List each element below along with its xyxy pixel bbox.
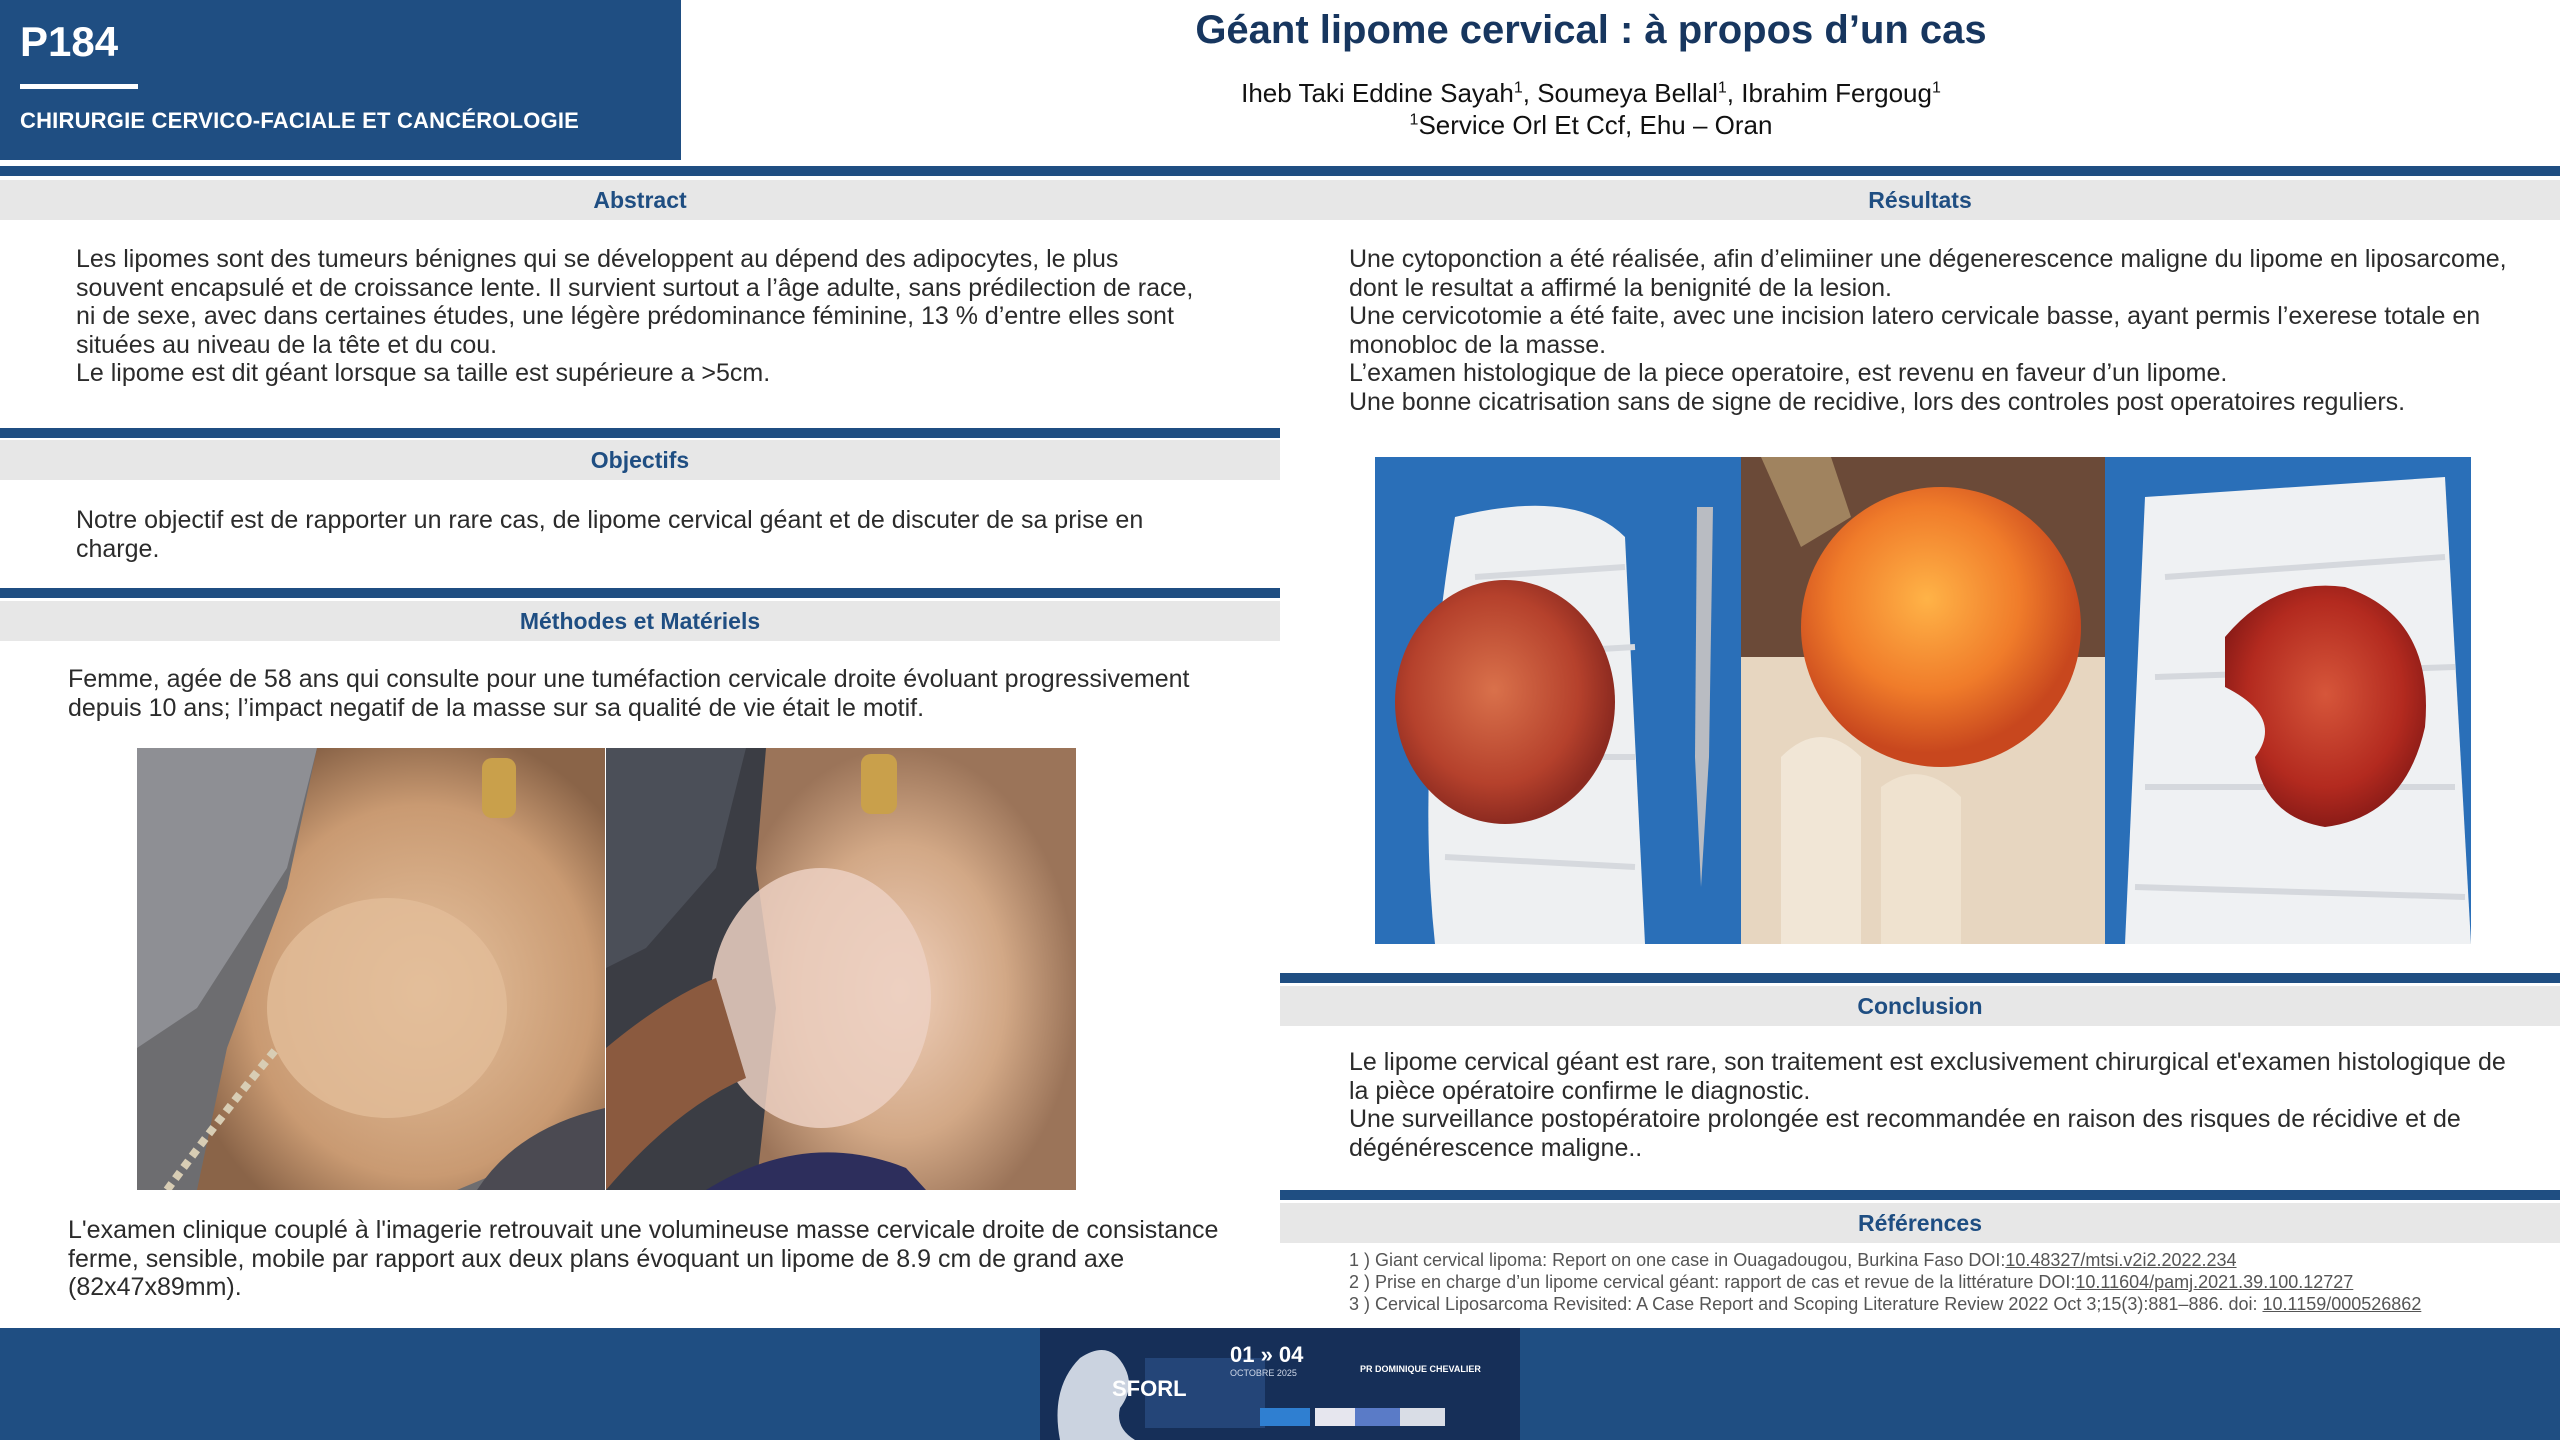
section-title-conclusion: Conclusion [1280, 986, 2560, 1026]
reference-item: 2 ) Prise en charge d’un lipome cervical géant: rapport de cas et revue de la littérature DOI:10.11604/pamj.2021.39.100.12727 [1349, 1272, 2354, 1292]
author-name: Ibrahim Fergoug [1741, 78, 1932, 108]
conclusion-text: Le lipome cervical géant est rare, son traitement est exclusivement chirurgical et'examen histologique de la pièce opératoire confirme le diagnostic. Une surveillance postopératoire prolongée est recommandée en raison des risques de récidive et de dégénérescence maligne.. [1349, 1048, 2506, 1162]
methodes-text: Femme, agée de 58 ans qui consulte pour une tuméfaction cervicale droite évoluant progressivement depuis 10 ans; l’impact negatif de la masse sur sa qualité de vie était le motif. [68, 665, 1190, 722]
reference-doi-link[interactable]: 10.11604/pamj.2021.39.100.12727 [2075, 1272, 2354, 1292]
objectifs-text: Notre objectif est de rapporter un rare cas, de lipome cervical géant et de discuter de sa prise en charge. [76, 506, 1144, 563]
poster-title: Géant lipome cervical : à propos d’un cas [1195, 8, 1987, 52]
section-title-objectifs: Objectifs [0, 440, 1280, 480]
reference-doi-link[interactable]: 10.48327/mtsi.v2i2.2022.234 [2005, 1250, 2237, 1270]
section-rule [0, 428, 1280, 438]
congress-president: PR DOMINIQUE CHEVALIER [1360, 1364, 1481, 1374]
clinical-photo-side [606, 748, 1076, 1190]
author-name: Soumeya Bellal [1537, 78, 1718, 108]
section-title-references: Références [1280, 1203, 2560, 1243]
reference-doi-link[interactable]: 10.1159/000526862 [2262, 1294, 2422, 1314]
section-rule [1280, 973, 2560, 983]
authors-line: Iheb Taki Eddine Sayah$^1$, Soumeya Bellal$^1$, Ibrahim Fergoug$^1$ [1241, 78, 1941, 108]
surgical-photo-specimen-1 [1375, 457, 1741, 944]
surgical-photo-specimen-2 [2105, 457, 2471, 944]
sforl-logo: SFORL [1112, 1376, 1187, 1401]
section-title-methodes: Méthodes et Matériels [0, 601, 1280, 641]
abstract-text: Les lipomes sont des tumeurs bénignes qui se développent au dépend des adipocytes, le plus souvent encapsulé et de croissance lente. Il survient surtout a l’âge adulte, sans prédilection de race, ni de sexe, avec dans certaines études, une légère prédominance féminine, 13 % d’entre elles sont situées au niveau de la tête et du cou. Le lipome est dit géant lorsque sa taille est supérieure a >5cm. [76, 245, 1194, 387]
congress-month: OCTOBRE 2025 [1230, 1368, 1297, 1378]
reference-item: 3 ) Cervical Liposarcoma Revisited: A Case Report and Scoping Literature Review 2022 Oct 3;15(3):881–886. doi: 10.1159/000526862 [1349, 1294, 2422, 1314]
examen-clinique-text: L'examen clinique couplé à l'imagerie retrouvait une volumineuse masse cervicale droite de consistance ferme, sensible, mobile par rapport aux deux plans évoquant un lipome de 8.9 cm de grand axe (82x47x89mm). [68, 1216, 1219, 1301]
poster-code: P184 [20, 18, 119, 65]
congress-banner [1040, 1328, 1520, 1440]
reference-item: 1 ) Giant cervical lipoma: Report on one case in Ouagadougou, Burkina Faso DOI:10.48327/mtsi.v2i2.2022.234 [1349, 1250, 2237, 1270]
poster-category: CHIRURGIE CERVICO-FACIALE ET CANCÉROLOGIE [20, 108, 580, 133]
author-name: Iheb Taki Eddine Sayah [1241, 78, 1514, 108]
section-rule [0, 588, 1280, 598]
affiliation: $^1$Service Orl Et Ccf, Ehu – Oran [1409, 110, 1773, 140]
surgical-photo-intraop [1741, 457, 2105, 944]
section-title-resultats: Résultats [1280, 180, 2560, 220]
section-rule [1280, 1190, 2560, 1200]
section-title-abstract: Abstract [0, 180, 1280, 220]
congress-dates: 01 » 04 [1230, 1342, 1304, 1367]
badge-divider [20, 84, 138, 89]
references-list [1349, 1249, 2539, 1315]
resultats-text: Une cytoponction a été réalisée, afin d’elimiiner une dégenerescence maligne du lipome en liposarcome, dont le resultat a affirmé la benignité de la lesion. Une cervicotomie a été faite, avec une incision latero cervicale basse, ayant permis l’exerese totale en monobloc de la masse. L’examen histologique de la piece operatoire, est revenu en faveur d’un lipome. Une bonne cicatrisation sans de signe de recidive, lors des controles post operatoires reguliers. [1349, 245, 2507, 416]
header-rule [0, 166, 2560, 176]
clinical-photo-front [137, 748, 605, 1190]
